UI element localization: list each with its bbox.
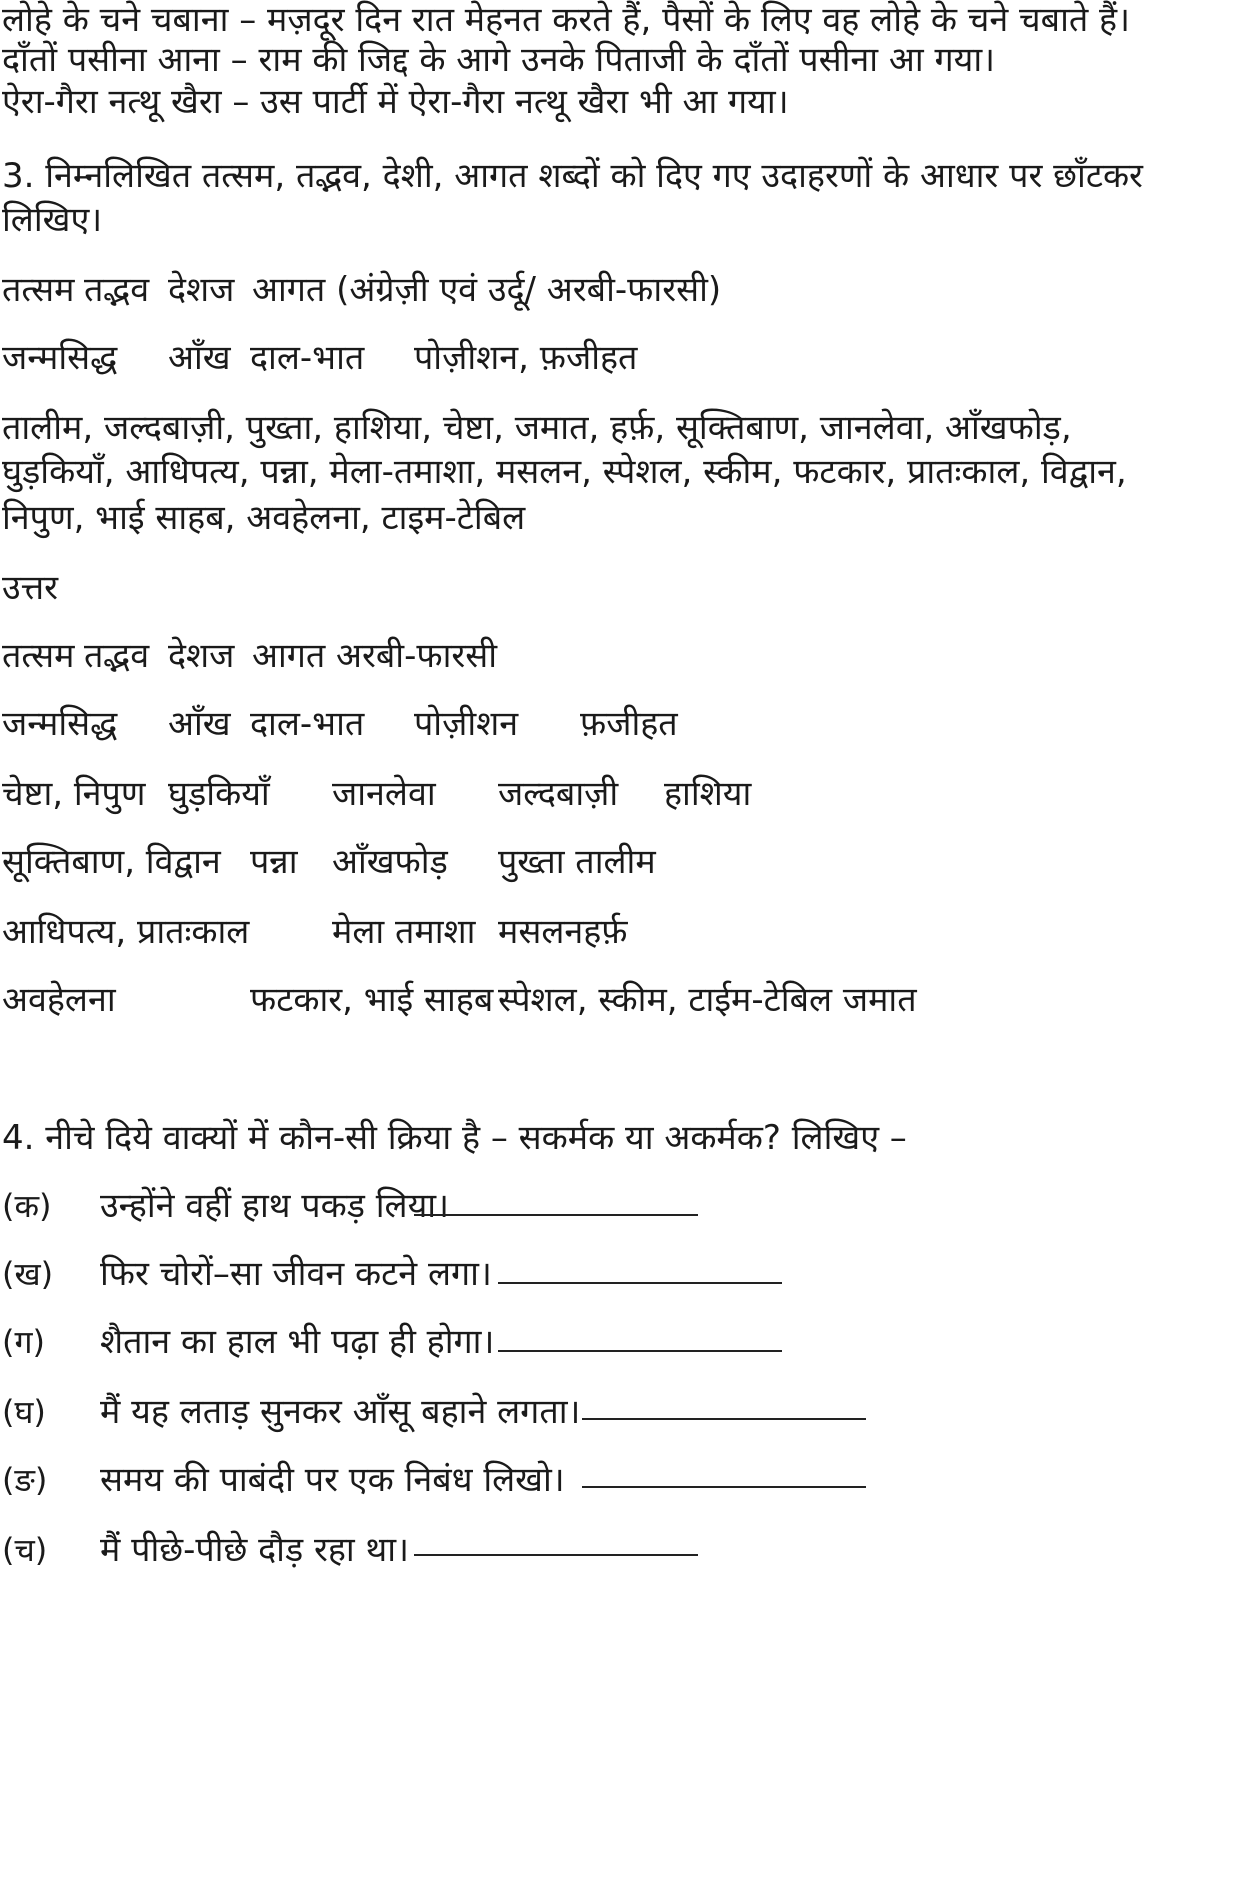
example-word: जन्मसिद्ध — [2, 338, 118, 378]
answer-blank[interactable] — [414, 1554, 698, 1556]
answer-cell: मसलनहर्फ़ — [498, 912, 628, 952]
answer-cell: आँखफोड़ — [332, 842, 448, 882]
item-marker: (क) — [2, 1187, 52, 1225]
item-marker: (घ) — [2, 1393, 46, 1431]
category-header: तद्भव — [84, 270, 150, 310]
word-list-line: निपुण, भाई साहब, अवहेलना, टाइम-टेबिल — [2, 498, 526, 538]
answer-header: अरबी-फारसी — [336, 636, 498, 676]
item-sentence: शैतान का हाल भी पढ़ा ही होगा। — [100, 1322, 495, 1362]
category-header: तत्सम — [2, 270, 75, 310]
word-list-line: तालीम, जल्दबाज़ी, पुख्ता, हाशिया, चेष्टा, जमात, हर्फ़, सूक्तिबाण, जानलेवा, आँखफोड़, — [2, 408, 1072, 448]
answer-cell: सूक्तिबाण, विद्वान — [2, 842, 221, 882]
item-sentence: समय की पाबंदी पर एक निबंध लिखो। — [100, 1460, 565, 1500]
item-marker: (च) — [2, 1531, 48, 1569]
answer-blank[interactable] — [498, 1282, 782, 1284]
answer-cell: आधिपत्य, प्रातःकाल — [2, 912, 250, 952]
item-sentence: मैं पीछे-पीछे दौड़ रहा था। — [100, 1530, 409, 1570]
answer-cell: अवहेलना — [2, 980, 116, 1020]
answer-blank[interactable] — [414, 1214, 698, 1216]
answer-cell: चेष्टा, निपुण — [2, 774, 146, 814]
example-word: पोज़ीशन, फ़जीहत — [414, 338, 638, 378]
item-marker: (ख) — [2, 1255, 54, 1293]
answer-cell: फ़जीहत — [580, 704, 678, 744]
answer-cell: स्पेशल, स्कीम, टाईम-टेबिल जमात — [498, 980, 917, 1020]
answer-cell: दाल-भात — [250, 704, 365, 744]
question-3-text-cont: लिखिए। — [2, 200, 103, 240]
item-marker: (ग) — [2, 1323, 45, 1361]
answer-cell: जानलेवा — [332, 774, 436, 814]
idiom-line: ऐरा-गैरा नत्थू खैरा – उस पार्टी में ऐरा-गैरा नत्थू खैरा भी आ गया। — [2, 82, 789, 122]
answer-blank[interactable] — [582, 1486, 866, 1488]
answer-label: उत्तर — [2, 568, 59, 608]
answer-cell: आँख — [168, 704, 231, 744]
answer-cell: जल्दबाज़ी — [498, 774, 619, 814]
answer-header: तत्सम — [2, 636, 75, 676]
word-list-line: घुड़कियाँ, आधिपत्य, पन्ना, मेला-तमाशा, मसलन, स्पेशल, स्कीम, फटकार, प्रातःकाल, विद्वान, — [2, 452, 1127, 492]
answer-header: देशज — [168, 636, 235, 676]
answer-cell: पोज़ीशन — [414, 704, 519, 744]
question-3-text: 3. निम्नलिखित तत्सम, तद्भव, देशी, आगत शब्दों को दिए गए उदाहरणों के आधार पर छाँटकर — [2, 156, 1143, 196]
idiom-line: लोहे के चने चबाना – मज़दूर दिन रात मेहनत करते हैं, पैसों के लिए वह लोहे के चने चबाते हैं। — [2, 0, 1130, 40]
answer-header: आगत — [252, 636, 326, 676]
item-marker: (ङ) — [2, 1461, 48, 1499]
answer-cell: फटकार, भाई साहब — [250, 980, 494, 1020]
example-word: दाल-भात — [250, 338, 365, 378]
category-header: देशज — [168, 270, 235, 310]
answer-header: तद्भव — [84, 636, 150, 676]
answer-cell: जन्मसिद्ध — [2, 704, 118, 744]
item-sentence: मैं यह लताड़ सुनकर आँसू बहाने लगता। — [100, 1392, 581, 1432]
item-sentence: उन्होंने वहीं हाथ पकड़ लिया। — [100, 1186, 449, 1226]
answer-cell: पुख्ता तालीम — [498, 842, 656, 882]
answer-blank[interactable] — [498, 1350, 782, 1352]
answer-cell: घुड़कियाँ — [168, 774, 270, 814]
category-header: आगत (अंग्रेज़ी एवं उर्दू/ अरबी-फारसी) — [252, 270, 722, 310]
question-4-text: 4. नीचे दिये वाक्यों में कौन-सी क्रिया है – सकर्मक या अकर्मक? लिखिए – — [2, 1118, 907, 1158]
answer-cell: पन्ना — [250, 842, 298, 882]
answer-blank[interactable] — [582, 1418, 866, 1420]
idiom-line: दाँतों पसीना आना – राम की जिद्द के आगे उनके पिताजी के दाँतों पसीना आ गया। — [2, 40, 996, 80]
answer-cell: हाशिया — [664, 774, 752, 814]
item-sentence: फिर चोरों–सा जीवन कटने लगा। — [100, 1254, 492, 1294]
answer-cell: मेला तमाशा — [332, 912, 476, 952]
example-word: आँख — [168, 338, 231, 378]
